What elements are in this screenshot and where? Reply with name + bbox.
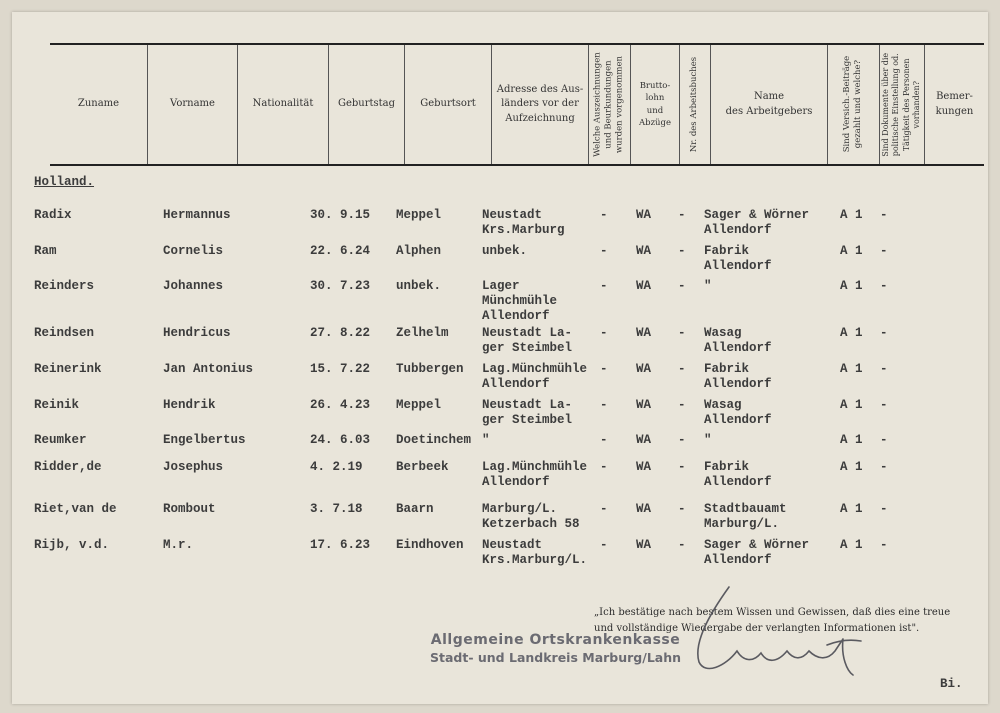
cell-zuname: Reinders bbox=[34, 279, 95, 293]
cell-vorname: M.r. bbox=[163, 538, 194, 552]
cell-ausz: - bbox=[600, 208, 608, 222]
cell-geburtsort: Baarn bbox=[396, 502, 434, 516]
cell-geburtsort: Doetinchem bbox=[396, 433, 472, 447]
col-arbeitgeber: Name des Arbeitgebers bbox=[710, 45, 827, 164]
cell-ausz: - bbox=[600, 460, 608, 474]
cell-vers: A 1 bbox=[840, 326, 863, 340]
cell-dok: - bbox=[880, 398, 888, 412]
cell-ausz: - bbox=[600, 279, 608, 293]
cell-nr: - bbox=[678, 433, 686, 447]
cell-arbeitgeber: Fabrik Allendorf bbox=[704, 362, 772, 391]
cell-lohn: WA bbox=[636, 433, 652, 447]
cell-vers: A 1 bbox=[840, 244, 863, 258]
col-bruttolohn: Brutto- lohn und Abzüge bbox=[630, 45, 679, 164]
cell-geburtsort: Tubbergen bbox=[396, 362, 464, 376]
cell-vers: A 1 bbox=[840, 538, 863, 552]
cell-nr: - bbox=[678, 208, 686, 222]
cell-lohn: WA bbox=[636, 279, 652, 293]
cell-ausz: - bbox=[600, 398, 608, 412]
cell-geburtstag: 27. 8.22 bbox=[310, 326, 371, 340]
cell-dok: - bbox=[880, 460, 888, 474]
cell-geburtsort: Meppel bbox=[396, 398, 442, 412]
col-zuname: Zuname bbox=[77, 98, 120, 110]
cell-geburtsort: Eindhoven bbox=[396, 538, 464, 552]
cell-arbeitgeber: Stadtbauamt Marburg/L. bbox=[704, 502, 787, 531]
cell-dok: - bbox=[880, 538, 888, 552]
cell-lohn: WA bbox=[636, 208, 652, 222]
cell-vers: A 1 bbox=[840, 502, 863, 516]
cell-adresse: Neustadt Krs.Marburg/L. bbox=[482, 538, 588, 567]
cell-geburtstag: 26. 4.23 bbox=[310, 398, 371, 412]
cell-vorname: Jan Antonius bbox=[163, 362, 254, 376]
cell-arbeitgeber: Sager & Wörner Allendorf bbox=[704, 208, 810, 237]
cell-lohn: WA bbox=[636, 326, 652, 340]
cell-zuname: Rijb, v.d. bbox=[34, 538, 110, 552]
cell-adresse: Neustadt Krs.Marburg bbox=[482, 208, 565, 237]
cell-zuname: Reinerink bbox=[34, 362, 102, 376]
col-versicherung: Sind Versich.-Beiträge gezahlt und welche? bbox=[827, 45, 879, 164]
cell-vers: A 1 bbox=[840, 433, 863, 447]
cell-nr: - bbox=[678, 279, 686, 293]
cell-geburtstag: 24. 6.03 bbox=[310, 433, 371, 447]
cell-nr: - bbox=[678, 362, 686, 376]
cell-lohn: WA bbox=[636, 502, 652, 516]
cell-nr: - bbox=[678, 502, 686, 516]
stamp-line-1: Allgemeine Ortskrankenkasse bbox=[430, 632, 681, 648]
col-bemerkungen: Bemer- kungen bbox=[924, 45, 984, 164]
cell-zuname: Riet,van de bbox=[34, 502, 117, 516]
cell-geburtstag: 30. 9.15 bbox=[310, 208, 371, 222]
cell-adresse: unbek. bbox=[482, 244, 528, 258]
country-heading: Holland. bbox=[34, 175, 95, 189]
cell-vers: A 1 bbox=[840, 362, 863, 376]
cell-zuname: Radix bbox=[34, 208, 72, 222]
cell-geburtsort: Alphen bbox=[396, 244, 442, 258]
cell-ausz: - bbox=[600, 433, 608, 447]
cell-lohn: WA bbox=[636, 460, 652, 474]
cell-arbeitgeber: Wasag Allendorf bbox=[704, 326, 772, 355]
cell-ausz: - bbox=[600, 502, 608, 516]
col-geburtsort: Geburtsort bbox=[404, 45, 491, 164]
col-arbeitsbuch: Nr. des Arbeitsbuches bbox=[679, 45, 710, 164]
insurance-stamp bbox=[430, 632, 681, 666]
cell-vorname: Engelbertus bbox=[163, 433, 246, 447]
cell-geburtsort: unbek. bbox=[396, 279, 442, 293]
col-nationalitaet: Nationalität bbox=[237, 45, 328, 164]
cell-ausz: - bbox=[600, 326, 608, 340]
cell-lohn: WA bbox=[636, 244, 652, 258]
cell-vorname: Johannes bbox=[163, 279, 224, 293]
cell-geburtsort: Meppel bbox=[396, 208, 442, 222]
cell-vers: A 1 bbox=[840, 398, 863, 412]
cell-dok: - bbox=[880, 502, 888, 516]
cell-nr: - bbox=[678, 460, 686, 474]
cell-geburtstag: 30. 7.23 bbox=[310, 279, 371, 293]
cell-adresse: Lager Münchmühle Allendorf bbox=[482, 279, 558, 323]
cell-vers: A 1 bbox=[840, 279, 863, 293]
cell-dok: - bbox=[880, 326, 888, 340]
declaration-text: „Ich bestätige nach bestem Wissen und Gewissen, daß dies eine treue und vollständige Wiedergabe der verlangten Informationen ist". bbox=[594, 607, 951, 634]
cell-vorname: Hendricus bbox=[163, 326, 231, 340]
col-geburtstag: Geburtstag bbox=[328, 45, 404, 164]
cell-dok: - bbox=[880, 362, 888, 376]
cell-vorname: Hermannus bbox=[163, 208, 231, 222]
cell-geburtstag: 4. 2.19 bbox=[310, 460, 363, 474]
cell-adresse: Lag.Münchmühle Allendorf bbox=[482, 460, 588, 489]
cell-dok: - bbox=[880, 279, 888, 293]
col-vorname: Vorname bbox=[147, 45, 237, 164]
initials: Bi. bbox=[940, 677, 963, 691]
cell-lohn: WA bbox=[636, 538, 652, 552]
cell-vorname: Rombout bbox=[163, 502, 216, 516]
cell-ausz: - bbox=[600, 362, 608, 376]
handwritten-signature bbox=[677, 567, 887, 687]
cell-lohn: WA bbox=[636, 362, 652, 376]
cell-adresse: Lag.Münchmühle Allendorf bbox=[482, 362, 588, 391]
cell-ausz: - bbox=[600, 538, 608, 552]
cell-geburtstag: 15. 7.22 bbox=[310, 362, 371, 376]
cell-arbeitgeber: Fabrik Allendorf bbox=[704, 244, 772, 273]
cell-nr: - bbox=[678, 538, 686, 552]
cell-vorname: Hendrik bbox=[163, 398, 216, 412]
cell-arbeitgeber: Wasag Allendorf bbox=[704, 398, 772, 427]
cell-geburtstag: 17. 6.23 bbox=[310, 538, 371, 552]
cell-adresse: Neustadt La- ger Steimbel bbox=[482, 398, 573, 427]
col-auszeichnungen: Welche Auszeichnungen und Beurkundungen wurden vorgenommen bbox=[588, 45, 630, 164]
cell-adresse: Neustadt La- ger Steimbel bbox=[482, 326, 573, 355]
col-dokumente: Sind Dokumente über die politische Einstellung od. Tätigkeit des Personen vorhanden? bbox=[879, 45, 924, 164]
cell-dok: - bbox=[880, 208, 888, 222]
cell-zuname: Reinik bbox=[34, 398, 80, 412]
cell-geburtsort: Zelhelm bbox=[396, 326, 449, 340]
cell-geburtsort: Berbeek bbox=[396, 460, 449, 474]
cell-dok: - bbox=[880, 244, 888, 258]
cell-arbeitgeber: Sager & Wörner Allendorf bbox=[704, 538, 810, 567]
cell-zuname: Ram bbox=[34, 244, 57, 258]
table-header bbox=[50, 43, 984, 166]
cell-lohn: WA bbox=[636, 398, 652, 412]
cell-vers: A 1 bbox=[840, 208, 863, 222]
stamp-line-2: Stadt- und Landkreis Marburg/Lahn bbox=[430, 650, 682, 665]
cell-arbeitgeber: " bbox=[704, 433, 712, 447]
cell-ausz: - bbox=[600, 244, 608, 258]
cell-zuname: Reumker bbox=[34, 433, 87, 447]
document-page bbox=[12, 12, 988, 704]
cell-adresse: Marburg/L. Ketzerbach 58 bbox=[482, 502, 580, 531]
cell-vorname: Cornelis bbox=[163, 244, 224, 258]
cell-arbeitgeber: " bbox=[704, 279, 712, 293]
cell-geburtstag: 22. 6.24 bbox=[310, 244, 371, 258]
cell-nr: - bbox=[678, 398, 686, 412]
cell-nr: - bbox=[678, 326, 686, 340]
cell-geburtstag: 3. 7.18 bbox=[310, 502, 363, 516]
cell-zuname: Ridder,de bbox=[34, 460, 102, 474]
cell-vers: A 1 bbox=[840, 460, 863, 474]
cell-arbeitgeber: Fabrik Allendorf bbox=[704, 460, 772, 489]
cell-nr: - bbox=[678, 244, 686, 258]
cell-vorname: Josephus bbox=[163, 460, 224, 474]
cell-adresse: " bbox=[482, 433, 490, 447]
col-adresse: Adresse des Aus- länders vor der Aufzeichnung bbox=[491, 45, 588, 164]
cell-dok: - bbox=[880, 433, 888, 447]
cell-zuname: Reindsen bbox=[34, 326, 95, 340]
